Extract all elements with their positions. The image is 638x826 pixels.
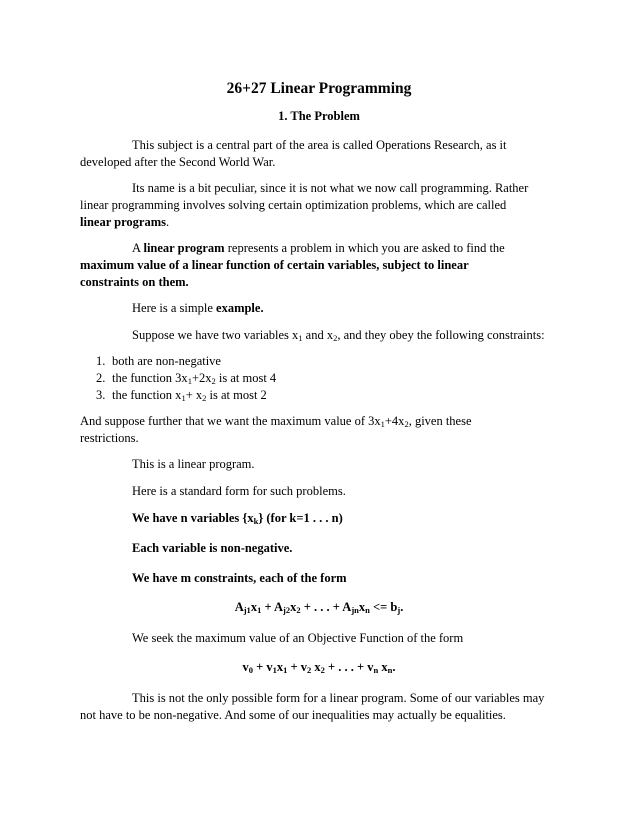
paragraph-intro-line1: This subject is a central part of the area is called Operations Research, as it (132, 138, 507, 152)
statement-variables: We have n variables $\{x_k\}$ (for k=1 . . . n) (132, 511, 343, 526)
list-item: 3. the function $x_1+ x_2$ is at most 2 (96, 388, 267, 403)
objective-equation: $v_0 + v_1x_1 + v_2$ $x_2$ + . . . + $v_n$ $x_n$. (242, 660, 396, 675)
paragraph-name-line1: Its name is a bit peculiar, since it is not what we now call programming. Rather (132, 181, 529, 195)
statement-constraints: We have m constraints, each of the form (132, 571, 347, 585)
constraint-equation: $A_{j1}x_1 + A_{j2}x_2$ + . . . + $A_{jn}x_n <= b_j$. (234, 600, 404, 615)
paragraph-closing-line1: This is not the only possible form for a linear program. Some of our variables may (132, 691, 545, 705)
list-item: 2. the function $3x_1+2x_2$ is at most 4 (96, 371, 277, 386)
paragraph-example: Here is a simple example. (132, 301, 264, 315)
term-linear-programs: linear programs (80, 215, 166, 229)
paragraph-intro-line2: developed after the Second World War. (80, 155, 276, 169)
statement-non-negative: Each variable is non-negative. (132, 541, 293, 555)
list-item: 1. both are non-negative (96, 354, 221, 368)
paragraph-name-line2: linear programming involves solving certain optimization problems, which are called (80, 198, 507, 212)
paragraph-definition-line3: constraints on them. (80, 275, 189, 289)
paragraph-suppose: Suppose we have two variables $x_1$ and $x_2$, and they obey the following constraints: (132, 328, 545, 343)
paragraph-definition-line2: maximum value of a linear function of certain variables, subject to linear (80, 258, 469, 272)
paragraph-maximum-line1: And suppose further that we want the maximum value of $3x_1+4x_2$, given these (80, 414, 472, 429)
paragraph-maximum-line2: restrictions. (80, 431, 139, 445)
paragraph-name-line3: linear programs. (80, 215, 170, 229)
page-title: 26+27 Linear Programming (226, 80, 412, 97)
paragraph-standard-form: Here is a standard form for such problems. (132, 484, 346, 498)
paragraph-linear-program: This is a linear program. (132, 457, 255, 471)
section-heading: 1. The Problem (278, 109, 360, 123)
paragraph-closing-line2: not have to be non-negative. And some of our inequalities may actually be equalities. (80, 708, 506, 722)
paragraph-objective: We seek the maximum value of an Objective Function of the form (132, 631, 464, 645)
paragraph-definition-line1: A linear program represents a problem in which you are asked to find the (132, 241, 505, 255)
term-linear-program: linear program (143, 241, 225, 255)
